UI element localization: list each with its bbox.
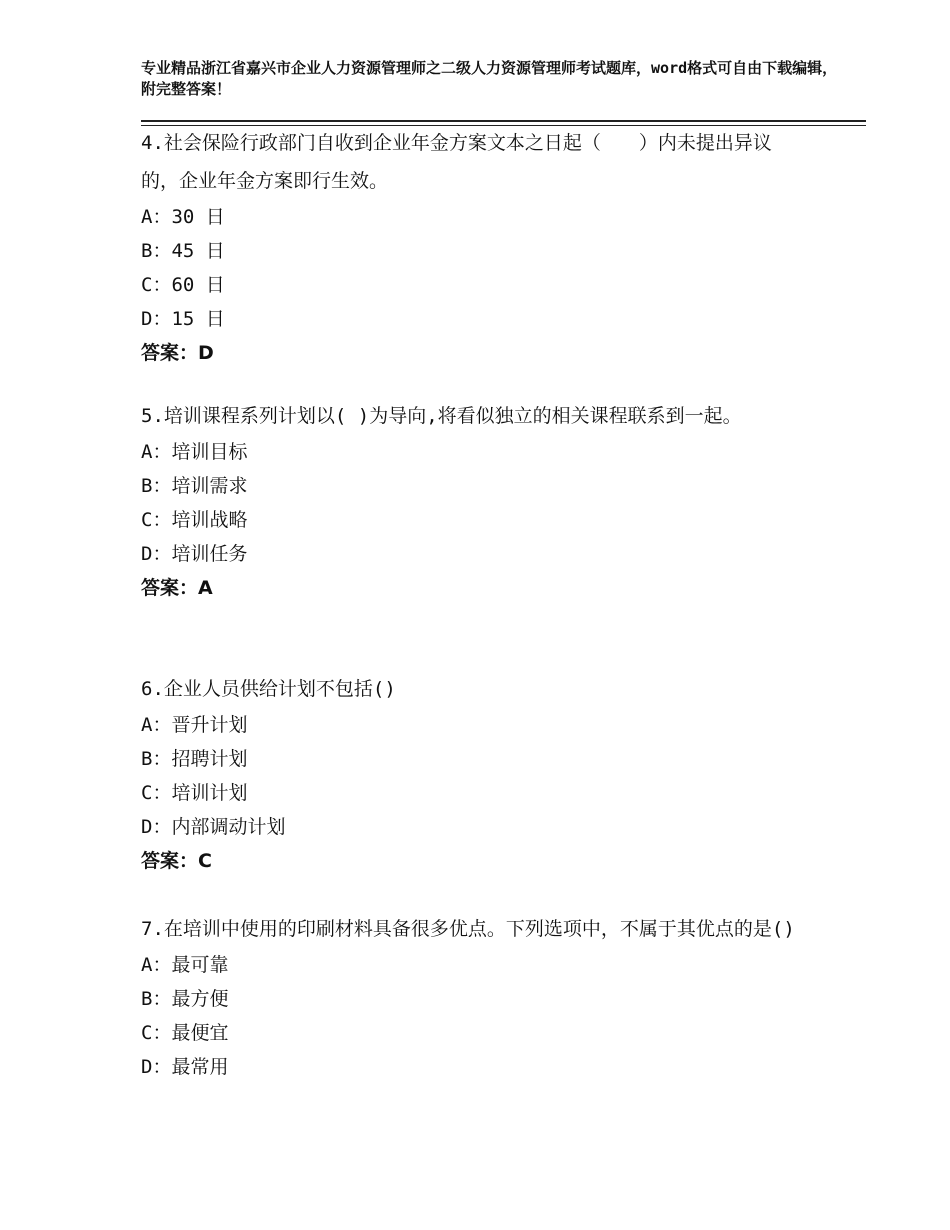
answer: 答案：A bbox=[141, 577, 213, 599]
question-4 bbox=[141, 124, 801, 370]
question-5 bbox=[141, 397, 801, 605]
question-stem: 6.企业人员供给计划不包括() bbox=[141, 678, 396, 700]
option-c: C：培训计划 bbox=[141, 782, 248, 804]
option-a: A：培训目标 bbox=[141, 441, 248, 463]
option-d: D：内部调动计划 bbox=[141, 816, 286, 838]
option-d: D：培训任务 bbox=[141, 543, 248, 565]
option-a: A：晋升计划 bbox=[141, 714, 248, 736]
option-a: A：最可靠 bbox=[141, 954, 229, 976]
question-7 bbox=[141, 910, 801, 1084]
question-stem: 5.培训课程系列计划以( )为导向,将看似独立的相关课程联系到一起。 bbox=[141, 405, 742, 427]
question-stem: 7.在培训中使用的印刷材料具备很多优点。下列选项中，不属于其优点的是() bbox=[141, 918, 795, 940]
option-c: C：培训战略 bbox=[141, 509, 248, 531]
option-c: C：60 日 bbox=[141, 274, 225, 296]
option-c: C：最便宜 bbox=[141, 1022, 229, 1044]
answer: 答案：C bbox=[141, 850, 212, 872]
answer: 答案：D bbox=[141, 342, 214, 364]
document-header: 专业精品浙江省嘉兴市企业人力资源管理师之二级人力资源管理师考试题库，word格式可自由下载编辑，附完整答案！ bbox=[141, 59, 838, 98]
option-b: B：最方便 bbox=[141, 988, 229, 1010]
header-rule-thick bbox=[141, 120, 866, 122]
option-b: B：45 日 bbox=[141, 240, 225, 262]
question-6 bbox=[141, 670, 801, 878]
option-a: A：30 日 bbox=[141, 206, 225, 228]
option-b: B：招聘计划 bbox=[141, 748, 248, 770]
question-stem: 4.社会保险行政部门自收到企业年金方案文本之日起（ ）内未提出异议的，企业年金方案即行生效。 bbox=[141, 132, 772, 192]
option-b: B：培训需求 bbox=[141, 475, 248, 497]
option-d: D：最常用 bbox=[141, 1056, 229, 1078]
option-d: D：15 日 bbox=[141, 308, 225, 330]
